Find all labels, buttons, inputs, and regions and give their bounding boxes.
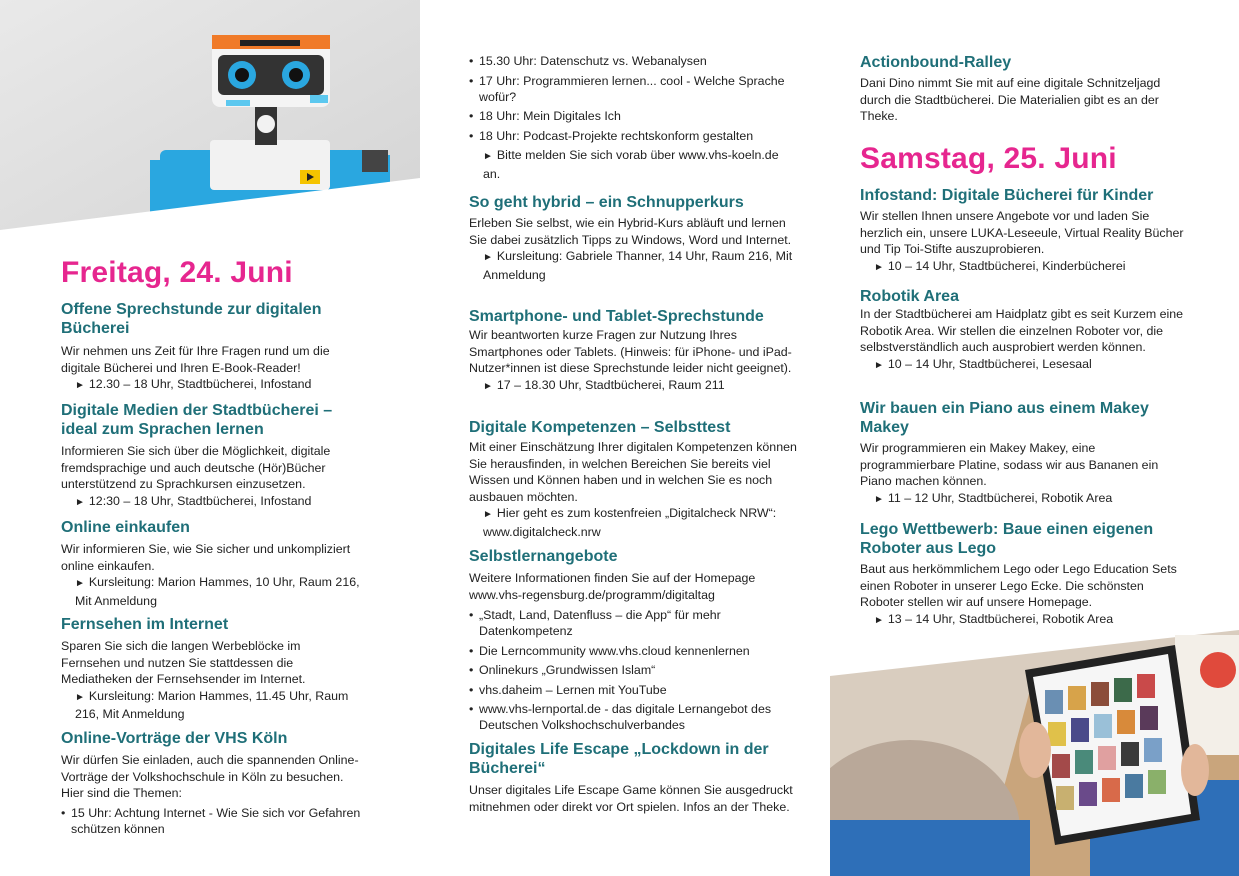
section-title: Lego Wettbewerb: Baue einen eigenen Roboter aus Lego (860, 521, 1154, 557)
section-title: Digitales Life Escape „Lockdown in der Bücherei“ (469, 741, 769, 777)
section-text: Mit einer Einschätzung Ihrer digitalen Kompetenzen können Sie herausfinden, in welchen Bereichen Sie bereits viel Wissen und Können haben und in welchen Sie es noch ausbauen möchten. (469, 440, 797, 504)
section-text: Wir programmieren ein Makey Makey, eine programmierbare Platine, sodass wir aus Bananen ein Piano machen können. (860, 441, 1159, 488)
section-title: Fernsehen im Internet (61, 616, 229, 633)
list-item: • www.vhs-lernportal.de - das digitale Lernangebot des Deutschen Volkshochschulverbandes (469, 701, 799, 733)
selbstlern-section (469, 547, 799, 737)
arrow-right-icon: ► (874, 614, 884, 626)
section-text: Wir stellen Ihnen unsere Angebote vor und laden Sie herzlich ein, unsere LUKA-Leseeule, Virtual Reality Bücher und Tip Toi-Stifte auszuprobieren. (860, 209, 1184, 256)
saturday-section-1 (860, 186, 1190, 276)
section-info: ► 17 – 18.30 Uhr, Stadtbücherei, Raum 211 (483, 377, 725, 392)
arrow-right-icon: ► (483, 151, 493, 162)
arrow-right-icon: ► (874, 261, 884, 273)
section-text: Informieren Sie sich über die Möglichkeit, digitale fremdsprachige und auch deutsche (Hör)Bücher unterstützend zu Sprachkursen einzusetzen. (61, 444, 331, 491)
list-item: • 17 Uhr: Programmieren lernen... cool - Welche Sprache wofür? (469, 73, 799, 105)
arrow-right-icon: ► (75, 496, 85, 508)
friday-section-5 (61, 729, 361, 840)
selbstlern-list (469, 607, 799, 733)
list-item: • „Stadt, Land, Datenfluss – die App“ für mehr Datenkompetenz (469, 607, 799, 639)
section-title: Robotik Area (860, 288, 959, 305)
list-item: • 15.30 Uhr: Datenschutz vs. Webanalysen (469, 53, 799, 69)
list-item: • Die Lerncommunity www.vhs.cloud kennenlernen (469, 643, 799, 659)
section-title: Online einkaufen (61, 519, 190, 536)
section-title: Smartphone- und Tablet-Sprechstunde (469, 308, 764, 325)
friday-section-3 (61, 518, 361, 609)
arrow-right-icon: ► (483, 252, 493, 263)
kompetenzen-section (469, 418, 799, 540)
escape-section (469, 740, 799, 815)
section-info: ► Hier geht es zum kostenfreien „Digitalcheck NRW“: www.digitalcheck.nrw (483, 506, 777, 539)
section-info: ► Kursleitung: Marion Hammes, 11.45 Uhr, Raum 216, Mit Anmeldung (75, 688, 349, 721)
arrow-right-icon: ► (75, 578, 85, 589)
section-title: Actionbound-Ralley (860, 54, 1012, 71)
section-text: Dani Dino nimmt Sie mit auf eine digitale Schnitzeljagd durch die Stadtbücherei. Die Materialien gibt es an der Theke. (860, 76, 1161, 123)
saturday-heading: Samstag, 25. Juni (860, 142, 1117, 175)
arrow-right-icon: ► (874, 493, 884, 505)
section-title: Wir bauen ein Piano aus einem Makey Makey (860, 400, 1149, 436)
arrow-right-icon: ► (75, 691, 85, 703)
section-info: ► Bitte melden Sie sich vorab über www.vhs-koeln.de an. (483, 148, 779, 181)
section-title: Selbstlernangebote (469, 548, 618, 565)
section-title: So geht hybrid – ein Schnupperkurs (469, 194, 744, 211)
section-text: In der Stadtbücherei am Haidplatz gibt es seit Kurzem eine Robotik Area. Wir stellen die einzelnen Roboter vor, die selbstverständlich auch ausprobiert werden können. (860, 307, 1184, 354)
section-text: Unser digitales Life Escape Game können Sie ausgedruckt mitnehmen oder direkt vor Ort spielen. Infos an der Theke. (469, 783, 793, 814)
section-title: Digitale Kompetenzen – Selbsttest (469, 419, 731, 436)
section-text: Baut aus herkömmlichem Lego oder Lego Education Sets einen Roboter in unserer Lego Ecke. Die schönsten Roboter stellen wir auf unsere Homepage. (860, 562, 1177, 609)
section-text: Sparen Sie sich die langen Werbeblöcke im Fernsehen und nutzen Sie stattdessen die Mediatheken der Fernsehsender im Internet. (61, 639, 306, 686)
arrow-right-icon: ► (483, 380, 493, 392)
section-text: Wir informieren Sie, wie Sie sicher und unkompliziert online einkaufen. (61, 542, 351, 573)
section-info: ► 12:30 – 18 Uhr, Stadtbücherei, Infostand (75, 493, 312, 508)
list-item: • 18 Uhr: Podcast-Projekte rechtskonform gestalten (469, 128, 799, 144)
saturday-section-2 (860, 287, 1190, 374)
section-text: Wir dürfen Sie einladen, auch die spannenden Online-Vorträge der Volkshochschule in Köln zu besuchen. Hier sind die Themen: (61, 753, 359, 800)
vortraege-continued (469, 53, 799, 182)
section-info: ► Kursleitung: Gabriele Thanner, 14 Uhr, Raum 216, Mit Anmeldung (483, 249, 793, 282)
saturday-section-4 (860, 520, 1190, 629)
section-info: ► 10 – 14 Uhr, Stadtbücherei, Lesesaal (874, 356, 1092, 371)
hybrid-section (469, 193, 799, 283)
section-text: Wir nehmen uns Zeit für Ihre Fragen rund um die digitale Bücherei und Ihren E-Book-Reader! (61, 344, 330, 375)
section-info: ► 12.30 – 18 Uhr, Stadtbücherei, Infostand (75, 377, 312, 391)
section-info: ► 11 – 12 Uhr, Stadtbücherei, Robotik Area (874, 490, 1113, 505)
list-item: • 15 Uhr: Achtung Internet - Wie Sie sich vor Gefahren schützen können (61, 805, 361, 837)
arrow-right-icon: ► (483, 509, 493, 520)
smartphone-section (469, 307, 799, 395)
friday-section-2 (61, 401, 361, 511)
arrow-right-icon: ► (75, 380, 85, 391)
vortrag-list (61, 805, 361, 837)
section-title: Online-Vorträge der VHS Köln (61, 730, 288, 747)
section-text: Weitere Informationen finden Sie auf der Homepage www.vhs-regensburg.de/programm/digitaltag (469, 571, 756, 602)
section-info: ► Kursleitung: Marion Hammes, 10 Uhr, Raum 216, Mit Anmeldung (75, 575, 360, 608)
section-title: Digitale Medien der Stadtbücherei – ideal zum Sprachen lernen (61, 402, 333, 438)
section-text: Wir beantworten kurze Fragen zur Nutzung Ihres Smartphones oder Tablets. (Hinweis: für iPhone- und iPad-Nutzer*innen ist diese Sprechstunde leider nicht geeignet). (469, 328, 792, 375)
friday-section-4 (61, 615, 361, 723)
section-info: ► 13 – 14 Uhr, Stadtbücherei, Robotik Area (874, 611, 1114, 626)
vortrag-list (469, 53, 799, 144)
tablet-photo (830, 630, 1239, 876)
list-item: • vhs.daheim – Lernen mit YouTube (469, 682, 799, 698)
arrow-right-icon: ► (874, 359, 884, 371)
friday-heading: Freitag, 24. Juni (61, 256, 293, 289)
section-title: Infostand: Digitale Bücherei für Kinder (860, 187, 1154, 204)
section-info: ► 10 – 14 Uhr, Stadtbücherei, Kinderbücherei (874, 258, 1126, 273)
list-item: • 18 Uhr: Mein Digitales Ich (469, 108, 799, 124)
robot-photo (0, 0, 420, 230)
friday-section-1 (61, 300, 361, 395)
list-item: • Onlinekurs „Grundwissen Islam“ (469, 662, 799, 678)
section-title: Offene Sprechstunde zur digitalen Bücherei (61, 301, 322, 337)
section-text: Erleben Sie selbst, wie ein Hybrid-Kurs abläuft und lernen Sie dabei zusätzlich Tipps zu Windows, Word und Internet. (469, 216, 792, 247)
saturday-section-3 (860, 399, 1190, 508)
actionbound-section (860, 53, 1190, 125)
